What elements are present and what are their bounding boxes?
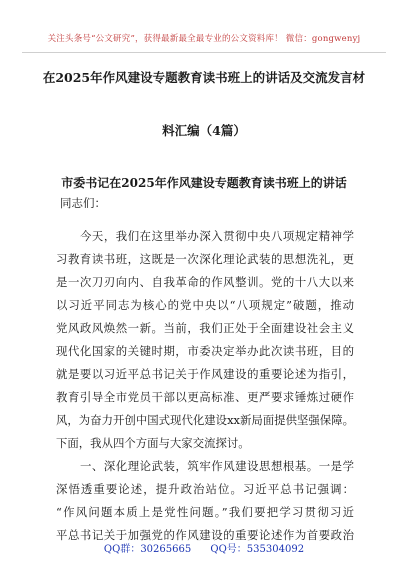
- body-line: 风，为奋力开创中国式现代化建设xx新局面提供坚强保障。: [56, 413, 354, 427]
- body-line: 现代化国家的关键时期，市委决定举办此次读书班，目的: [56, 344, 354, 358]
- body-line: 是一次刀刃向内、自我革命的作风整训。党的十八大以来: [56, 275, 354, 289]
- body-line: 习教育读书班，这既是一次深化理论武装的思想洗礼，更: [56, 252, 354, 266]
- page-footer: [0, 540, 408, 555]
- footer-qq-group: QQ群：30265665: [103, 544, 192, 555]
- body-line: 深悟透重要论述，提升政治站位。习近平总书记强调：: [56, 482, 354, 496]
- body-line: 今天，我们在这里举办深入贯彻中央八项规定精神学: [80, 229, 354, 243]
- body-line: 就是要以习近平总书记关于作风建设的重要论述为指引，: [56, 367, 354, 381]
- footer-qq-number: QQ号：535304092: [210, 544, 305, 555]
- document-title-line-1: 在2025年作风建设专题教育读书班上的讲话及交流发言材: [42, 70, 366, 85]
- page-header: [22, 10, 386, 53]
- header-notice: 关注头条号“公文研究”，获得最新最全最专业的公文资料库！ 微信：gongwenyj: [47, 34, 361, 44]
- section-title: 市委书记在2025年作风建设专题教育读书班上的讲话: [61, 176, 347, 190]
- document-title-line-2: 料汇编（4篇）: [162, 123, 246, 138]
- body-line: “作风问题本质上是党性问题。”我们要把学习贯彻习近: [56, 505, 354, 519]
- body-line: 教育引导全市党员干部以更高标准、更严要求锤炼过硬作: [56, 390, 354, 404]
- body-line: 一、深化理论武装，筑牢作风建设思想根基。一是学: [80, 459, 354, 473]
- body-line: 下面，我从四个方面与大家交流探讨。: [56, 436, 250, 450]
- salutation: 同志们：: [60, 196, 106, 210]
- body-line: 党风政风焕然一新。当前，我们正处于全面建设社会主义: [56, 321, 354, 335]
- body-line: 以习近平同志为核心的党中央以“八项规定”破题，推动: [56, 298, 354, 312]
- body-line: 平总书记关于加强党的作风建设的重要论述作为首要政治: [56, 528, 354, 542]
